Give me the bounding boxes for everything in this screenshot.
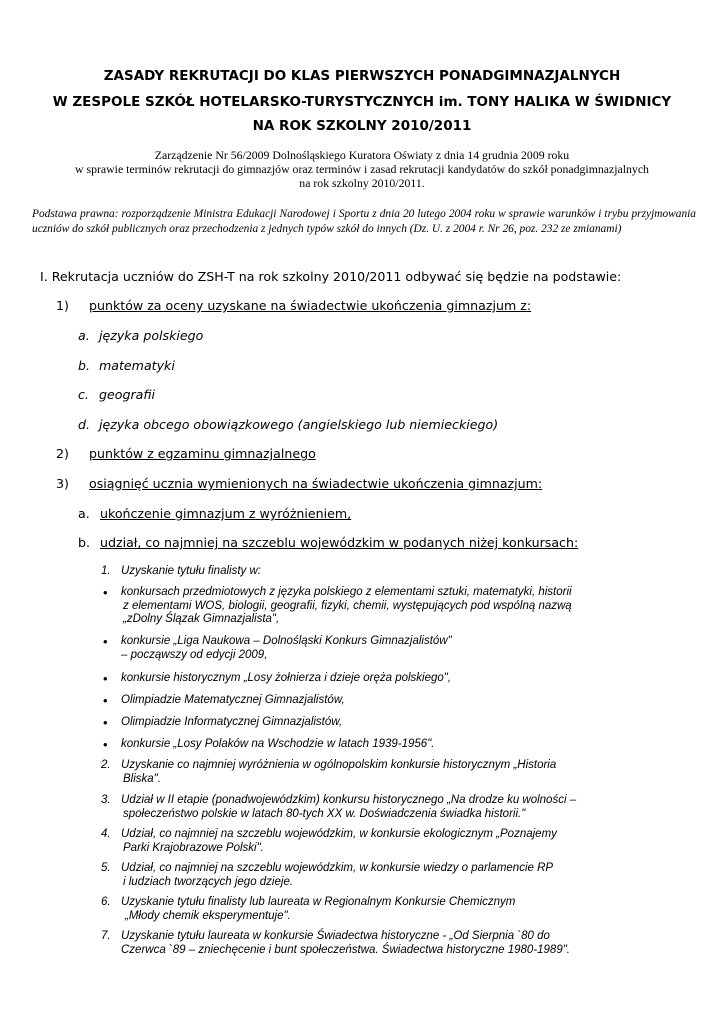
point-text: punktów z egzaminu gimnazjalnego [89, 446, 316, 461]
bullet-icon: • [103, 585, 108, 600]
legal-basis: Podstawa prawna: rozporządzenie Ministra Edukacji Narodowej i Sportu z dnia 20 lutego 2004 roku w sprawie warunków i trybu przyjmowania uczniów do szkół publicznych oraz przechodzenia z jednych typów szkół do innych (Dz. U. z 2004 r. Nr 26, poz. 232 ze zmianami) [32, 208, 696, 235]
bullet-text: – począwszy od edycji 2009, [121, 648, 268, 661]
competition-text: społeczeństwo polskie w latach 80-tych XX w. Doświadczenia świadka historii." [123, 807, 526, 820]
bullet-text: konkursie historycznym „Losy żołnierza i dzieje oręża polskiego", [121, 672, 452, 684]
competition-number: 1. [101, 565, 111, 577]
document-title-line-1: ZASADY REKRUTACJI DO KLAS PIERWSZYCH PONADGIMNAZJALNYCH [103, 68, 621, 84]
competition-text: i ludziach tworzących jego dzieje. [123, 875, 294, 888]
competition-number: 6. [101, 896, 111, 908]
bullet-text: Olimpiadzie Matematycznej Gimnazjalistów, [121, 694, 345, 706]
subject-mark: d. [78, 417, 90, 432]
section-lead: I. Rekrutacja uczniów do ZSH-T na rok szkolny 2010/2011 odbywać się będzie na podstawie: [40, 269, 622, 284]
competition-number: 2. [101, 759, 111, 771]
bullet-text: „zDolny Ślązak Gimnazjalista", [123, 613, 280, 625]
subject-mark: b. [78, 358, 90, 373]
competition-text: Czerwca `89 – zniechęcenie i bunt społeczeństwa. Świadectwa historyczne 1980-1989". [121, 943, 570, 956]
bullet-icon: • [103, 737, 108, 752]
competition-text: Uzyskanie tytułu laureata w konkursie Świadectwa historyczne - „Od Sierpnia `80 do [121, 930, 550, 942]
bullet-icon: • [103, 634, 108, 649]
competition-text: Bliska". [123, 772, 161, 785]
point-number: 1) [56, 298, 69, 313]
achievement-text: ukończenie gimnazjum z wyróżnieniem, [100, 506, 352, 521]
bullet-icon: • [103, 715, 108, 730]
decree-line-3: na rok szkolny 2010/2011. [299, 176, 425, 190]
achievement-text: udział, co najmniej na szczeblu wojewódzkim w podanych niżej konkursach: [100, 535, 579, 550]
bullet-text: z elementami WOS, biologii, geografii, fizyki, chemii, występujących pod wspólną nazwą [123, 599, 572, 612]
competition-text: Uzyskanie co najmniej wyróżnienia w ogólnopolskim konkursie historycznym „Historia [121, 759, 557, 771]
achievement-mark: a. [78, 506, 90, 521]
competition-text: Uzyskanie tytułu finalisty lub laureata w Regionalnym Konkursie Chemicznym [121, 896, 516, 908]
subject-mark: c. [78, 387, 89, 402]
point-number: 2) [56, 446, 69, 461]
bullet-text: konkursie „Losy Polaków na Wschodzie w latach 1939-1956". [121, 738, 435, 750]
point-text: punktów za oceny uzyskane na świadectwie ukończenia gimnazjum z: [89, 298, 532, 313]
bullet-text: konkursach przedmiotowych z języka polskiego z elementami sztuki, matematyki, historii [121, 586, 572, 598]
competition-text: Udział, co najmniej na szczeblu wojewódzkim, w konkursie wiedzy o parlamencie RP [121, 862, 554, 874]
competition-number: 7. [101, 930, 111, 942]
competition-number: 3. [101, 794, 111, 806]
subject-text: matematyki [99, 358, 175, 373]
bullet-text: Olimpiadzie Informatycznej Gimnazjalistów, [121, 716, 343, 728]
bullet-icon: • [103, 693, 108, 708]
competition-text: Parki Krajobrazowe Polski". [123, 841, 264, 854]
competition-number: 4. [101, 828, 111, 840]
decree-line-1: Zarządzenie Nr 56/2009 Dolnośląskiego Kuratora Oświaty z dnia 14 grudnia 2009 roku [154, 148, 570, 162]
competition-text: Udział, co najmniej na szczeblu wojewódzkim, w konkursie ekologicznym „Poznajemy [121, 828, 557, 840]
document-title-line-2: W ZESPOLE SZKÓŁ HOTELARSKO-TURYSTYCZNYCH im. TONY HALIKA W ŚWIDNICY [52, 94, 672, 110]
competition-text: Uzyskanie tytułu finalisty w: [121, 565, 261, 577]
competition-text: Udział w II etapie (ponadwojewódzkim) konkursu historycznego „Na drodze ku wolności – [121, 794, 577, 806]
point-number: 3) [56, 476, 69, 491]
subject-text: geografii [99, 387, 155, 402]
competition-text: „Młody chemik eksperymentuje". [125, 909, 291, 922]
bullet-text: konkursie „Liga Naukowa – Dolnośląski Konkurs Gimnazjalistów" [121, 635, 452, 647]
decree-line-2: w sprawie terminów rekrutacji do gimnazjów oraz terminów i zasad rekrutacji kandydatów do szkół ponadgimnazjalnych [75, 162, 649, 176]
document-title-line-3: NA ROK SZKOLNY 2010/2011 [252, 118, 472, 134]
achievement-mark: b. [78, 535, 90, 550]
point-text: osiągnięć ucznia wymienionych na świadectwie ukończenia gimnazjum: [89, 476, 543, 491]
competition-number: 5. [101, 862, 111, 874]
bullet-icon: • [103, 671, 108, 686]
subject-text: języka polskiego [99, 328, 204, 343]
subject-text: języka obcego obowiązkowego (angielskiego lub niemieckiego) [99, 417, 499, 432]
subject-mark: a. [78, 328, 90, 343]
